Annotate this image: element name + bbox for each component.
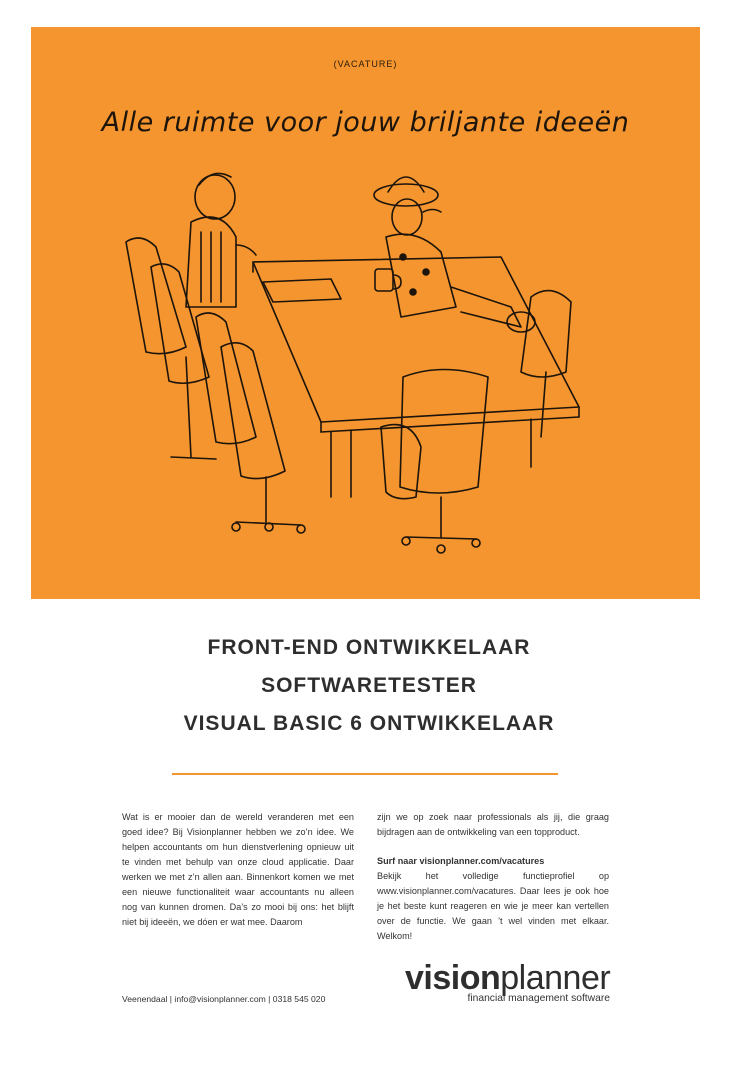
hero-banner xyxy=(31,27,700,599)
headline: Alle ruimte voor jouw briljante ideeën xyxy=(101,107,630,138)
job-title: SOFTWARETESTER xyxy=(261,674,477,697)
footer-contact: Veenendaal | info@visionplanner.com | 0318 545 020 xyxy=(122,994,326,1004)
logo-word-light: planner xyxy=(500,959,611,997)
job-title: FRONT-END ONTWIKKELAAR xyxy=(207,636,531,659)
body-text: zijn we op zoek naar professionals als jij, die graag bijdragen aan de ontwikkeling van een topproduct. xyxy=(377,812,609,837)
body-left-column xyxy=(122,810,354,930)
job-titles xyxy=(0,632,738,746)
vacancy-kicker: (VACATURE) xyxy=(333,59,398,69)
vacancies-link-heading[interactable]: Surf naar visionplanner.com/vacatures xyxy=(377,856,545,866)
body-right-column xyxy=(377,810,609,944)
orange-divider xyxy=(172,773,558,775)
meeting-illustration xyxy=(31,27,700,599)
logo-word-bold: vision xyxy=(405,959,501,997)
logo-tagline: financial management software xyxy=(467,993,610,1004)
job-title: VISUAL BASIC 6 ONTWIKKELAAR xyxy=(183,712,555,735)
logo-wordmark xyxy=(405,960,610,996)
body-text: Wat is er mooier dan de wereld veranderen met een goed idee? Bij Visionplanner hebben we zo’n idee. We helpen accountants om hun dienstverlening opnieuw uit te vinden met behulp van onze cloud applicatie. Daar werken we met z’n allen aan. Binnenkort komen we met een nieuwe functionaliteit waar accountants nu alleen nog van kunnen dromen. Da’s zo mooi bij ons: het blijft niet bij ideeën, we dóen er wat mee. Daarom xyxy=(122,812,354,927)
body-text: Bekijk het volledige functieprofiel op www.visionplanner.com/vacatures. Daar lees je ook hoe je het beste kunt reageren en wie je meer kan vertellen over de functie. We gaan ’t wel vinden met elkaar. Welkom! xyxy=(377,871,609,941)
visionplanner-logo xyxy=(405,960,610,1004)
